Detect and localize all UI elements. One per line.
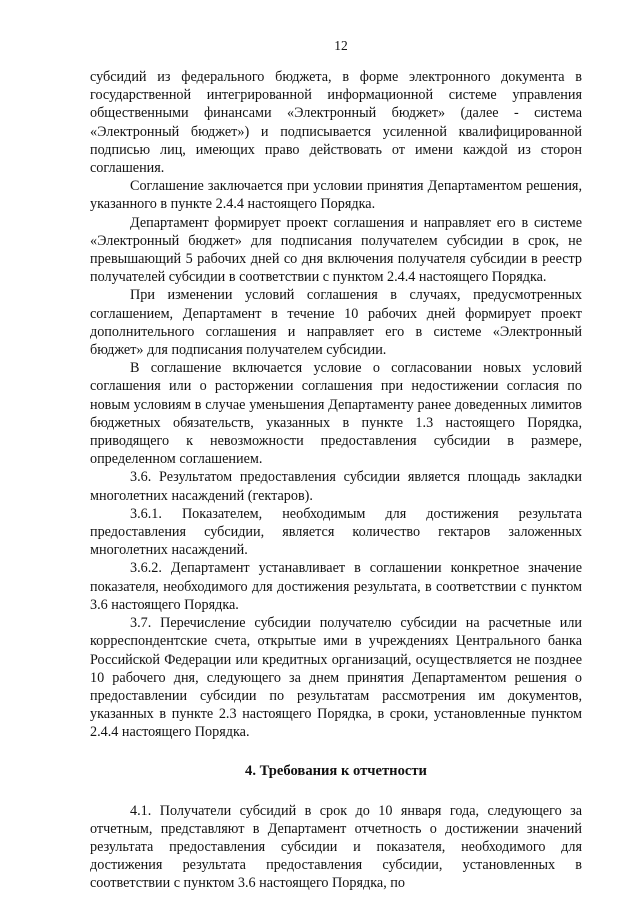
- paragraph: При изменении условий соглашения в случаях, предусмотренных соглашением, Департамент в течение 10 рабочих дней формирует проект дополнительного соглашения и направляет его в системе «Электронный бюджет» для подписания получателем субсидии.: [90, 287, 582, 359]
- paragraph: 4.1. Получатели субсидий в срок до 10 января года, следующего за отчетным, представляют в Департамент отчетность о достижении значений результата предоставления субсидии и показателя, необходимого для достижения результата предоставления субсидии, установленных в соответствии с пунктом 3.6 настоящего Порядка, по: [90, 802, 582, 892]
- document-page: [90, 38, 582, 893]
- page-number: 12: [334, 38, 348, 53]
- paragraph: В соглашение включается условие о согласовании новых условий соглашения или о расторжении соглашения при недостижении согласия по новым условиям в случае уменьшения Департаменту ранее доведенных лимитов бюджетных обязательств, указанных в пункте 1.3 настоящего Порядка, приводящего к невозможности предоставления субсидии в размере, определенном соглашением.: [90, 360, 582, 468]
- body-text-before: [90, 68, 582, 742]
- paragraph: Соглашение заключается при условии принятия Департаментом решения, указанного в пункте 2.4.4 настоящего Порядка.: [90, 178, 582, 213]
- section-heading: 4. Требования к отчетности: [245, 762, 427, 779]
- paragraph: 3.7. Перечисление субсидии получателю субсидии на расчетные или корреспондентские счета, открытые ими в учреждениях Центрального банка Российской Федерации или кредитных организаций, осуществляется не позднее 10 рабочего дня, следующего за днем принятия Департаментом решения о предоставлении субсидии по результатам рассмотрения им документов, указанных в пункте 2.3 настоящего Порядка, в сроки, установленные пунктом 2.4.4 настоящего Порядка.: [90, 615, 582, 741]
- paragraph: 3.6. Результатом предоставления субсидии является площадь закладки многолетних насаждений (гектаров).: [90, 469, 582, 504]
- paragraph: Департамент формирует проект соглашения и направляет его в системе «Электронный бюджет» для подписания получателем субсидии в срок, не превышающий 5 рабочих дней со дня включения получателя субсидии в реестр получателей субсидии в соответствии с пунктом 2.4.4 настоящего Порядка.: [90, 214, 582, 286]
- paragraph: 3.6.1. Показателем, необходимым для достижения результата предоставления субсидии, является количество гектаров заложенных многолетних насаждений.: [90, 505, 582, 559]
- body-text-after: [90, 802, 582, 893]
- paragraph: субсидий из федерального бюджета, в форме электронного документа в государственной интегрированной информационной системе управления общественными финансами «Электронный бюджет» (далее - система «Электронный бюджет») и подписывается усиленной квалифицированной подписью лиц, имеющих право действовать от имени каждой из сторон соглашения.: [90, 69, 582, 177]
- paragraph: 3.6.2. Департамент устанавливает в соглашении конкретное значение показателя, необходимого для достижения результата, в соответствии с пунктом 3.6 настоящего Порядка.: [90, 560, 582, 613]
